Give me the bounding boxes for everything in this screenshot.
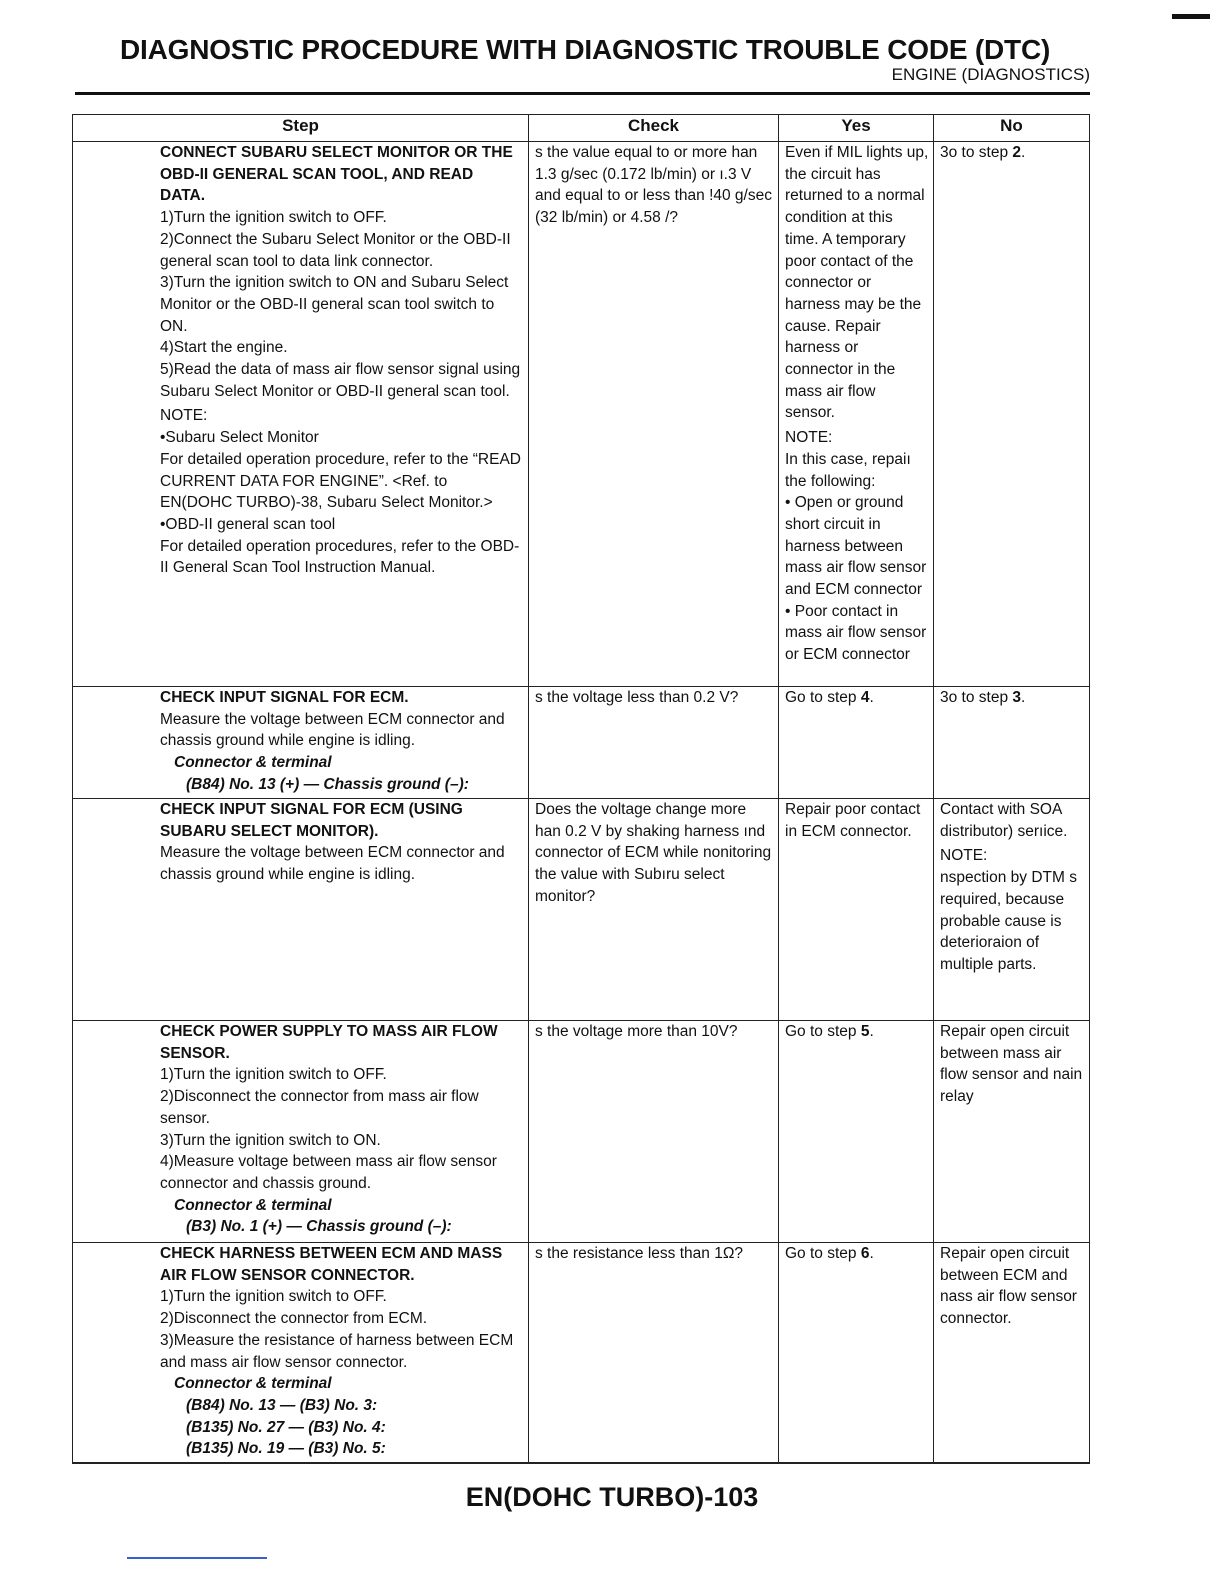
yes-cell xyxy=(779,142,934,687)
step-title: CHECK INPUT SIGNAL FOR ECM. xyxy=(160,689,409,706)
check-cell: Does the voltage change more han 0.2 V by shaking harness ınd connector of ECM while nonitoring the value with Subıru select monitor? xyxy=(529,799,779,1021)
step-line: 3)Turn the ignition switch to ON and Subaru Select Monitor or the OBD-II general scan tool switch to ON. xyxy=(160,274,509,335)
connector-label: Connector & terminal xyxy=(174,754,332,772)
no-line: Contact with SOA distributor) serıice. xyxy=(940,801,1068,840)
yes-cell xyxy=(779,1243,934,1463)
step-line: 5)Read the data of mass air flow sensor signal using Subaru Select Monitor or OBD-II general scan tool. xyxy=(160,361,521,400)
step-line: 2)Disconnect the connector from mass air flow sensor. xyxy=(160,1088,479,1127)
note-label: NOTE: xyxy=(160,407,208,425)
connector-item: (B84) No. 13 (+) — Chassis ground (–): xyxy=(186,775,469,793)
table-header-row xyxy=(73,115,1090,142)
yes-cell xyxy=(779,799,934,1021)
connector-label: Connector & terminal xyxy=(174,1375,332,1393)
step-line: 1)Turn the ignition switch to OFF. xyxy=(160,1288,387,1306)
step-line: For detailed operation procedure, refer to the “READ CURRENT DATA FOR ENGINE”. <Ref. to EN(DOHC TURBO)-38, Subaru Select Monitor.> xyxy=(160,450,521,512)
yes-line: In this case, repaiı the following: xyxy=(785,450,911,490)
connector-item: (B84) No. 13 — (B3) No. 3: xyxy=(186,1396,378,1414)
table-row xyxy=(73,1021,1090,1243)
no-cell xyxy=(934,799,1090,1021)
step-line: •Subaru Select Monitor xyxy=(160,429,319,447)
footer-link-rule xyxy=(127,1557,267,1559)
connector-label: Connector & terminal xyxy=(174,1196,332,1214)
step-number: 6 xyxy=(860,1245,870,1262)
step-line: 3)Measure the resistance of harness between ECM and mass air flow sensor connector. xyxy=(160,1331,514,1371)
yes-text: Go to step xyxy=(785,1245,861,1262)
step-cell xyxy=(73,142,529,687)
no-cell xyxy=(934,687,1090,799)
no-text-end: . xyxy=(1021,689,1026,706)
check-cell: s the voltage more than 10V? xyxy=(529,1021,779,1243)
step-number: 5 xyxy=(860,1023,870,1040)
corner-tab-mark xyxy=(1172,14,1210,19)
yes-text-end: . xyxy=(869,1023,874,1040)
no-cell xyxy=(934,1243,1090,1463)
table-row xyxy=(73,1243,1090,1463)
step-line: 1)Turn the ignition switch to OFF. xyxy=(160,209,387,227)
step-line: •OBD-II general scan tool xyxy=(160,515,336,533)
yes-cell xyxy=(779,1021,934,1243)
yes-text-end: . xyxy=(869,689,874,706)
step-number: 4 xyxy=(860,689,870,706)
yes-line: Repair poor contact in ECM connector. xyxy=(785,801,921,840)
procedure-table xyxy=(72,114,1090,1464)
step-line: 3)Turn the ignition switch to ON. xyxy=(160,1131,381,1149)
column-header-step: Step xyxy=(73,115,529,142)
step-title: CHECK INPUT SIGNAL FOR ECM (USING SUBARU SELECT MONITOR). xyxy=(160,801,463,840)
yes-line: Even if MIL lights up, the circuit has returned to a normal condition at this time. A temporary poor contact of the connector or harness may be the cause. Repair harness or connector in the mass air flow sensor. xyxy=(785,144,929,422)
step-title: CONNECT SUBARU SELECT MONITOR OR THE OBD-II GENERAL SCAN TOOL, AND READ DATA. xyxy=(160,144,513,205)
header-rule xyxy=(75,92,1090,95)
step-cell xyxy=(73,799,529,1021)
connector-item: (B135) No. 27 — (B3) No. 4: xyxy=(186,1418,386,1436)
step-cell xyxy=(73,1243,529,1463)
yes-text: Go to step xyxy=(785,689,861,706)
note-label: NOTE: xyxy=(785,429,833,447)
step-line: 4)Start the engine. xyxy=(160,339,288,357)
note-label: NOTE: xyxy=(940,847,988,865)
no-text-end: . xyxy=(1021,144,1026,161)
column-header-yes: Yes xyxy=(779,115,934,142)
page-number: EN(DOHC TURBO)-103 xyxy=(465,1482,759,1512)
step-cell xyxy=(73,687,529,799)
no-cell xyxy=(934,142,1090,687)
step-line: Measure the voltage between ECM connector and chassis ground while engine is idling. xyxy=(160,710,505,750)
section-subtitle: ENGINE (DIAGNOSTICS) xyxy=(891,65,1090,84)
step-line: For detailed operation procedures, refer to the OBD-II General Scan Tool Instruction Manual. xyxy=(160,537,520,577)
table-row xyxy=(73,142,1090,687)
step-line: 2)Connect the Subaru Select Monitor or the OBD-II general scan tool to data link connector. xyxy=(160,230,511,270)
check-cell: s the value equal to or more han 1.3 g/sec (0.172 lb/min) or ı.3 V and equal to or less than !40 g/sec (32 lb/min) or 4.58 /? xyxy=(529,142,779,687)
step-number: 2 xyxy=(1012,144,1022,161)
step-number: 3 xyxy=(1012,689,1022,706)
no-cell xyxy=(934,1021,1090,1243)
connector-item: (B3) No. 1 (+) — Chassis ground (–): xyxy=(186,1218,452,1236)
no-text: 3o to step xyxy=(940,144,1013,161)
connector-item: (B135) No. 19 — (B3) No. 5: xyxy=(186,1440,386,1458)
yes-text: Go to step xyxy=(785,1023,861,1040)
column-header-no: No xyxy=(934,115,1090,142)
step-title: CHECK HARNESS BETWEEN ECM AND MASS AIR FLOW SENSOR CONNECTOR. xyxy=(160,1245,503,1284)
step-line: 1)Turn the ignition switch to OFF. xyxy=(160,1066,387,1084)
yes-text-end: . xyxy=(869,1245,874,1262)
no-line: nspection by DTM s required, because probable cause is deterioraion of multiple parts. xyxy=(940,869,1077,973)
yes-cell xyxy=(779,687,934,799)
step-line: 4)Measure voltage between mass air flow sensor connector and chassis ground. xyxy=(160,1153,497,1192)
step-cell xyxy=(73,1021,529,1243)
yes-line: • Poor contact in mass air flow sensor or ECM connector xyxy=(785,602,927,664)
page-title: DIAGNOSTIC PROCEDURE WITH DIAGNOSTIC TROUBLE CODE (DTC) xyxy=(120,34,1051,65)
column-header-check: Check xyxy=(529,115,779,142)
table-row xyxy=(73,687,1090,799)
yes-line: • Open or ground short circuit in harness between mass air flow sensor and ECM connector xyxy=(785,494,927,599)
no-text: 3o to step xyxy=(940,689,1013,706)
check-cell: s the voltage less than 0.2 V? xyxy=(529,687,779,799)
table-row xyxy=(73,799,1090,1021)
check-cell: s the resistance less than 1Ω? xyxy=(529,1243,779,1463)
step-title: CHECK POWER SUPPLY TO MASS AIR FLOW SENSOR. xyxy=(160,1023,498,1062)
step-line: Measure the voltage between ECM connector and chassis ground while engine is idling. xyxy=(160,844,505,884)
step-line: 2)Disconnect the connector from ECM. xyxy=(160,1310,428,1328)
no-line: Repair open circuit between ECM and nass air flow sensor connector. xyxy=(940,1245,1077,1328)
no-line: Repair open circuit between mass air flow sensor and nain relay xyxy=(940,1023,1083,1106)
